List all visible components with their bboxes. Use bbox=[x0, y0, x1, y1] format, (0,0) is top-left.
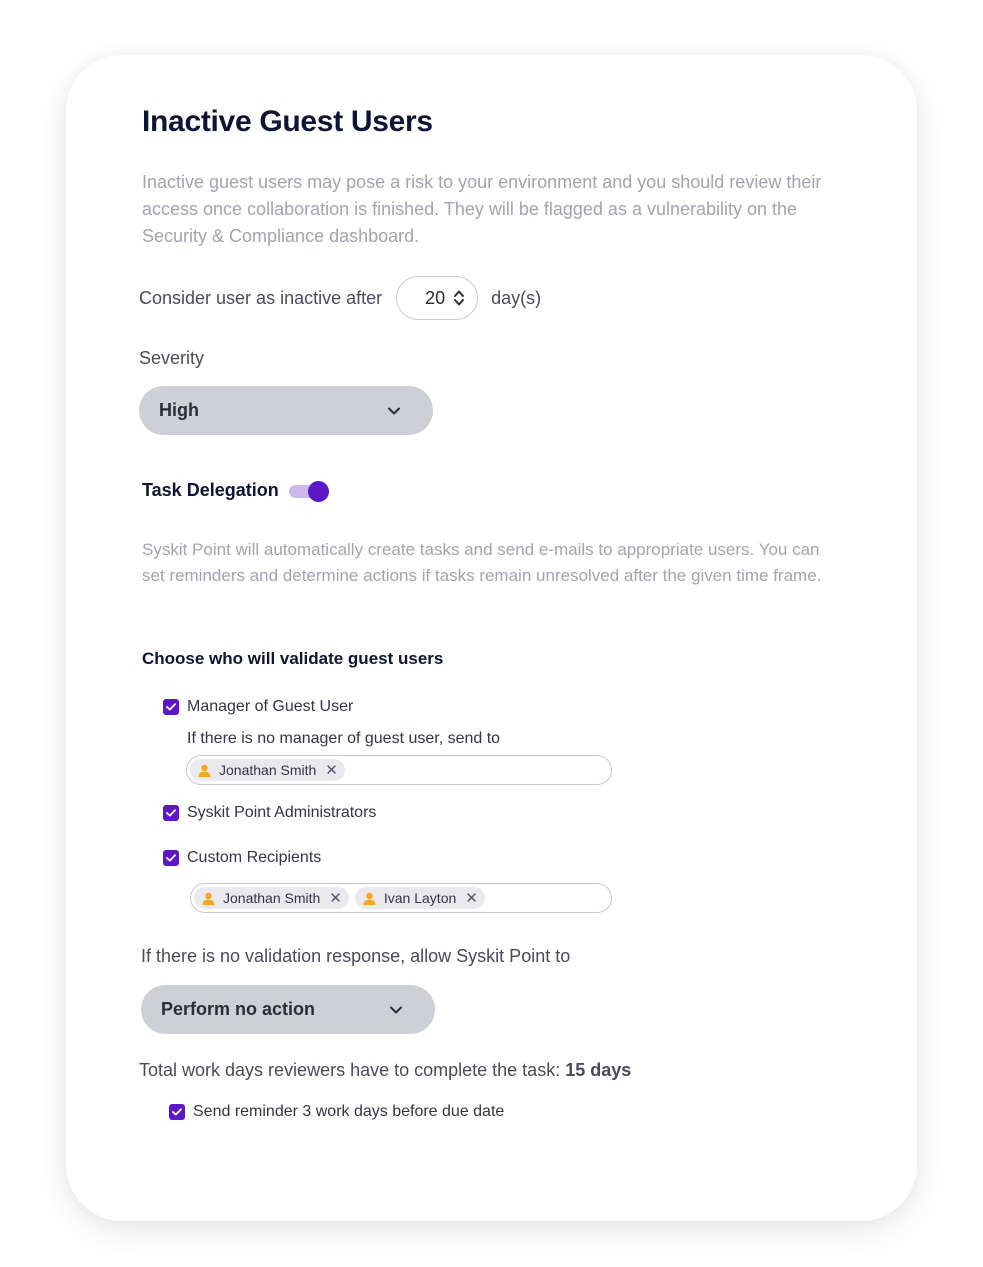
severity-label: Severity bbox=[139, 348, 205, 368]
task-delegation-description: Syskit Point will automatically create tasks and send e-mails to appropriate users. You can set reminders and determine actions if tasks remain unresolved after the given time frame. bbox=[142, 540, 822, 585]
admins-label: Syskit Point Administrators bbox=[187, 804, 377, 821]
reminder-label: Send reminder 3 work days before due date bbox=[193, 1103, 505, 1120]
stepper-arrows-icon[interactable] bbox=[453, 288, 465, 308]
remove-person-icon[interactable]: ✕ bbox=[465, 889, 478, 907]
manager-option[interactable] bbox=[163, 698, 353, 716]
manager-fallback-people-picker[interactable] bbox=[186, 755, 612, 785]
total-work-days bbox=[139, 1060, 631, 1081]
no-response-action-select[interactable] bbox=[141, 985, 435, 1034]
admins-option[interactable] bbox=[163, 804, 376, 822]
checkmark-icon bbox=[172, 1108, 182, 1116]
person-icon bbox=[198, 764, 211, 777]
task-delegation-label: Task Delegation bbox=[142, 480, 279, 500]
no-response-selected-value: Perform no action bbox=[161, 999, 316, 1019]
custom-recipients-checkbox[interactable] bbox=[163, 850, 179, 866]
person-name: Jonathan Smith bbox=[219, 762, 317, 778]
validators-title: Choose who will validate guest users bbox=[142, 649, 444, 668]
total-work-days-label: Total work days reviewers have to complete the task: bbox=[139, 1060, 561, 1080]
person-name: Jonathan Smith bbox=[223, 890, 321, 906]
custom-recipients-option[interactable] bbox=[163, 849, 321, 867]
severity-select[interactable] bbox=[139, 386, 433, 435]
chevron-down-icon bbox=[387, 406, 401, 416]
person-chip bbox=[194, 887, 349, 909]
inactive-days-value[interactable]: 20 bbox=[425, 287, 446, 308]
inactive-unit: day(s) bbox=[491, 287, 542, 308]
reminder-checkbox[interactable] bbox=[169, 1104, 185, 1120]
admins-checkbox[interactable] bbox=[163, 805, 179, 821]
page-description: Inactive guest users may pose a risk to your environment and you should review their access once collaboration is finished. They will be flagged as a vulnerability on the Security & Compliance dashboard. bbox=[142, 172, 822, 246]
checkmark-icon bbox=[166, 809, 176, 817]
inactive-label: Consider user as inactive after bbox=[139, 287, 383, 308]
task-delegation-row bbox=[142, 480, 329, 501]
custom-recipients-people-picker[interactable] bbox=[190, 883, 612, 913]
inactive-threshold-row bbox=[139, 275, 541, 321]
person-name: Ivan Layton bbox=[383, 890, 457, 906]
inactive-days-stepper[interactable] bbox=[396, 276, 478, 320]
severity-selected-value: High bbox=[159, 400, 199, 420]
manager-checkbox[interactable] bbox=[163, 699, 179, 715]
settings-card bbox=[66, 55, 917, 1221]
custom-recipients-label: Custom Recipients bbox=[187, 849, 322, 866]
remove-person-icon[interactable]: ✕ bbox=[325, 761, 338, 779]
person-chip bbox=[190, 759, 345, 781]
total-work-days-value: 15 days bbox=[565, 1060, 632, 1080]
toggle-knob bbox=[308, 481, 329, 502]
manager-fallback-label: If there is no manager of guest user, send to bbox=[187, 730, 501, 747]
manager-label: Manager of Guest User bbox=[187, 698, 354, 715]
page-title: Inactive Guest Users bbox=[142, 105, 433, 138]
chevron-down-icon bbox=[389, 1005, 403, 1015]
no-response-label: If there is no validation response, allow Syskit Point to bbox=[141, 946, 571, 966]
person-chip bbox=[355, 887, 485, 909]
checkmark-icon bbox=[166, 703, 176, 711]
person-icon bbox=[363, 892, 376, 905]
remove-person-icon[interactable]: ✕ bbox=[329, 889, 342, 907]
reminder-option[interactable] bbox=[169, 1103, 504, 1121]
checkmark-icon bbox=[166, 854, 176, 862]
person-icon bbox=[202, 892, 215, 905]
task-delegation-toggle[interactable] bbox=[289, 481, 329, 501]
